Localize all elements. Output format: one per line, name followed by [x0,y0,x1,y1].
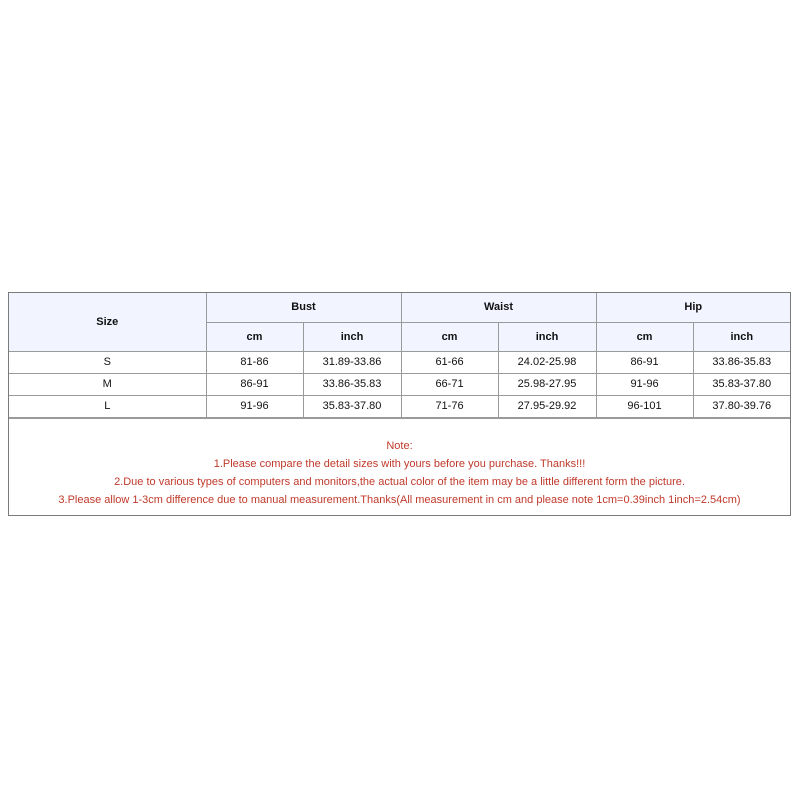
table-cell: 33.86-35.83 [303,373,401,395]
bust-inch-header: inch [303,322,401,351]
table-cell: 37.80-39.76 [693,395,790,417]
size-chart [8,292,791,516]
table-cell: 35.83-37.80 [693,373,790,395]
hip-cm-header: cm [596,322,693,351]
table-cell: 24.02-25.98 [498,351,596,373]
table-cell: 91-96 [596,373,693,395]
waist-header: Waist [401,293,596,322]
notes-section [9,418,790,515]
table-cell: 86-91 [206,373,303,395]
table-cell: 96-101 [596,395,693,417]
note-line: 1.Please compare the detail sizes with yours before you purchase. Thanks!!! [213,457,586,470]
size-label: S [9,351,206,373]
table-row [9,351,790,373]
size-column-header: Size [9,293,206,351]
table-cell: 66-71 [401,373,498,395]
note-line: 2.Due to various types of computers and monitors,the actual color of the item may be a little different form the picture. [114,475,685,488]
hip-header: Hip [596,293,790,322]
size-label: M [9,373,206,395]
waist-cm-header: cm [401,322,498,351]
table-cell: 71-76 [401,395,498,417]
bust-cm-header: cm [206,322,303,351]
note-line: 3.Please allow 1-3cm difference due to manual measurement.Thanks(All measurement in cm and please note 1cm=0.39inch 1inch=2.54cm) [58,493,741,506]
table-row [9,373,790,395]
bust-header: Bust [206,293,401,322]
note-title: Note: [386,439,413,452]
table-cell: 81-86 [206,351,303,373]
table-row [9,395,790,417]
table-cell: 61-66 [401,351,498,373]
table-cell: 25.98-27.95 [498,373,596,395]
table-cell: 91-96 [206,395,303,417]
table-cell: 27.95-29.92 [498,395,596,417]
table-cell: 31.89-33.86 [303,351,401,373]
hip-inch-header: inch [693,322,790,351]
size-table [9,293,790,418]
table-cell: 35.83-37.80 [303,395,401,417]
group-header-row [9,293,790,322]
size-label: L [9,395,206,417]
waist-inch-header: inch [498,322,596,351]
table-cell: 33.86-35.83 [693,351,790,373]
table-cell: 86-91 [596,351,693,373]
